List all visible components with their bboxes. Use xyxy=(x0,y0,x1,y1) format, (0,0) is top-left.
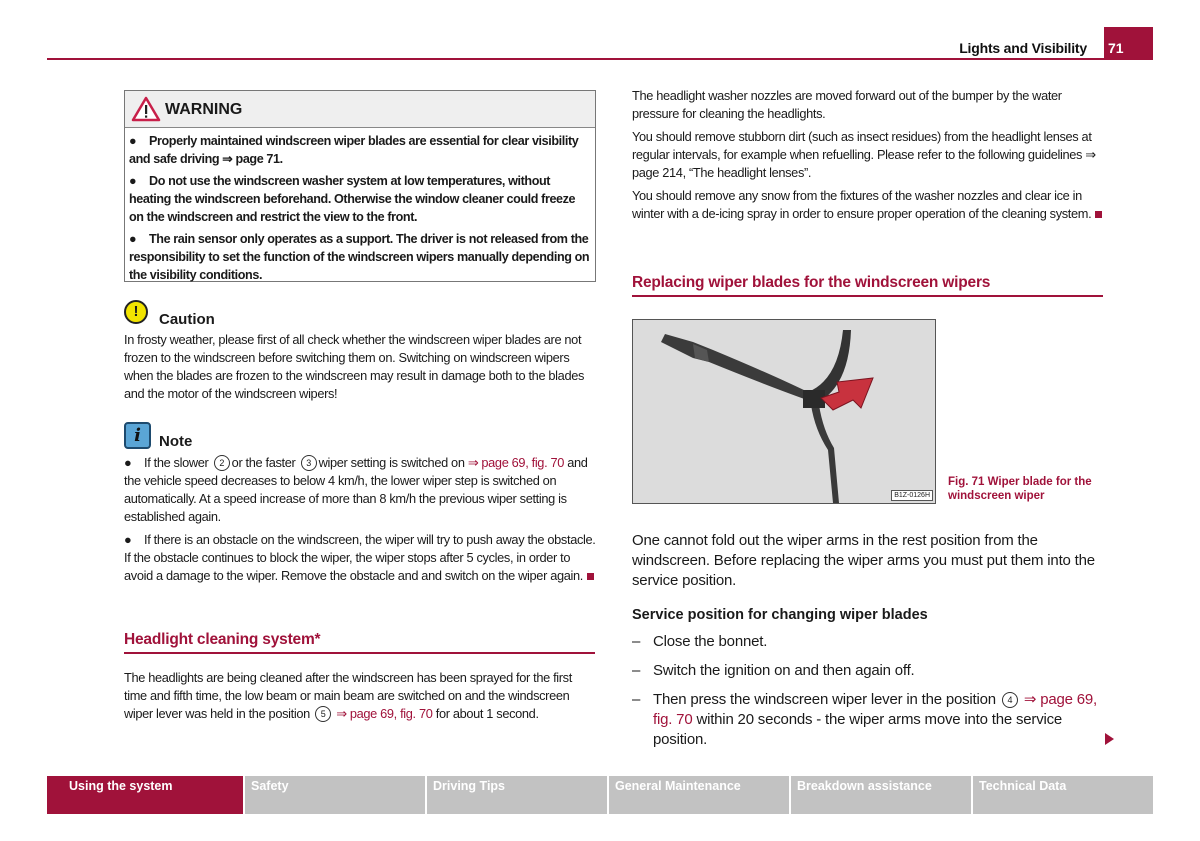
end-of-section-mark xyxy=(587,573,594,580)
tab-breakdown-assistance[interactable]: Breakdown assistance xyxy=(791,776,971,814)
caution-title: Caution xyxy=(159,311,215,328)
end-of-section-mark xyxy=(1095,211,1102,218)
note-body xyxy=(124,454,596,590)
step-item: – Then press the windscreen wiper lever in the position 4 ⇒ page 69, fig. 70 within 20 seconds - the wiper arms move into the service position. xyxy=(632,691,1097,748)
paragraph: You should remove stubborn dirt (such as insect residues) from the headlight lenses at regular intervals, for example when refuelling. Please refer to the following guidelines ⇒ page 214, “The headlight lenses”. xyxy=(632,129,1096,180)
page-number: 71 xyxy=(1108,40,1124,56)
warning-title: WARNING xyxy=(165,101,243,118)
warning-box xyxy=(124,90,596,282)
note-item: ● If the slower 2 or the faster 3 wiper setting is switched on ⇒ page 69, fig. 70 and the vehicle speed decreases to below 4 km/h, the lower wiper step is switched on automatically. At a speed increase of more than 8 km/h the previous wiper setting is established again. xyxy=(124,455,588,524)
position-3-marker: 3 xyxy=(301,455,317,471)
wiper-blade-illustration xyxy=(633,320,935,503)
service-position-heading: Service position for changing wiper blades xyxy=(632,607,928,623)
warning-header xyxy=(125,91,595,128)
paragraph: You should remove any snow from the fixtures of the washer nozzles and clear ice in winter with a de-icing spray in order to ensure proper operation of the cleaning system. xyxy=(632,187,1104,223)
tab-technical-data[interactable]: Technical Data xyxy=(973,776,1153,814)
page-69-link[interactable]: ⇒ page 69, fig. 70 xyxy=(653,691,1097,728)
chapter-tabs xyxy=(47,776,1153,814)
warning-item: ● The rain sensor only operates as a support. The driver is not released from the responsibility to set the function of the windscreen wipers manually depending on the visibility conditions. xyxy=(129,232,590,282)
note-item: ● If there is an obstacle on the windscreen, the wiper will try to push away the obstacle. If the obstacle continues to block the wiper, the wiper stops after 5 cycles, in order to avoid a damage to the wiper. Remove the obstacle and and switch on the wiper again. xyxy=(124,532,596,583)
caution-text: In frosty weather, please first of all check whether the windscreen wiper blades are not frozen to the windscreen before switching them on. Switching on windscreen wipers when the blades are frozen to the windscreen may result in damage both to the blades and the motor of the windscreen wipers! xyxy=(124,332,585,401)
heading-rule xyxy=(124,652,595,654)
headlight-cleaning-continued xyxy=(632,87,1104,228)
info-icon: i xyxy=(124,422,151,449)
page-69-link[interactable]: ⇒ page 69, fig. 70 xyxy=(336,706,433,721)
position-5-marker: 5 xyxy=(315,706,331,722)
figure-code: B1Z-0126H xyxy=(891,490,933,501)
tab-using-the-system[interactable]: Using the system xyxy=(47,776,243,814)
headlight-cleaning-text: The headlights are being cleaned after the windscreen has been sprayed for the first time and fifth time, the low beam or main beam are switched on and the windscreen wiper lever was held in the position 5 ⇒ page 69, fig. 70 for about 1 second. xyxy=(124,670,572,721)
page-69-link[interactable]: ⇒ page 69, fig. 70 xyxy=(467,455,565,470)
figure-caption: Fig. 71 Wiper blade for the windscreen wiper xyxy=(948,476,1092,502)
section-title: Lights and Visibility xyxy=(959,40,1087,56)
wiper-blade-figure xyxy=(632,319,936,504)
note-title: Note xyxy=(159,433,193,450)
tab-safety[interactable]: Safety xyxy=(245,776,425,814)
replacing-intro: One cannot fold out the wiper arms in the rest position from the windscreen. Before replacing the wiper arms you must put them into the service position. xyxy=(632,532,1095,589)
warning-triangle-icon xyxy=(131,96,161,127)
continue-arrow-icon[interactable] xyxy=(1105,733,1114,745)
position-2-marker: 2 xyxy=(214,455,230,471)
position-4-marker: 4 xyxy=(1002,692,1018,708)
warning-body xyxy=(125,128,595,284)
heading-rule xyxy=(632,295,1103,297)
paragraph: The headlight washer nozzles are moved forward out of the bumper by the water pressure for cleaning the headlights. xyxy=(632,88,1062,121)
replacing-wiper-blades-heading: Replacing wiper blades for the windscreen wipers xyxy=(632,274,991,291)
step-item: – Close the bonnet. xyxy=(632,633,768,650)
warning-item: ● Properly maintained windscreen wiper blades are essential for clear visibility and safe driving ⇒ page 71. xyxy=(129,134,579,166)
warning-item: ● Do not use the windscreen washer system at low temperatures, without heating the windscreen beforehand. Otherwise the window cleaner could freeze on the windscreen and restrict the view to the front. xyxy=(129,174,576,224)
page-214-reference[interactable]: ⇒ page 214, “The headlight lenses”. xyxy=(632,147,1096,180)
step-item: – Switch the ignition on and then again off. xyxy=(632,662,915,679)
tab-general-maintenance[interactable]: General Maintenance xyxy=(609,776,789,814)
header-rule xyxy=(47,58,1153,60)
tab-driving-tips[interactable]: Driving Tips xyxy=(427,776,607,814)
exclamation-circle-icon: ! xyxy=(124,300,148,324)
headlight-cleaning-heading: Headlight cleaning system* xyxy=(124,631,321,648)
